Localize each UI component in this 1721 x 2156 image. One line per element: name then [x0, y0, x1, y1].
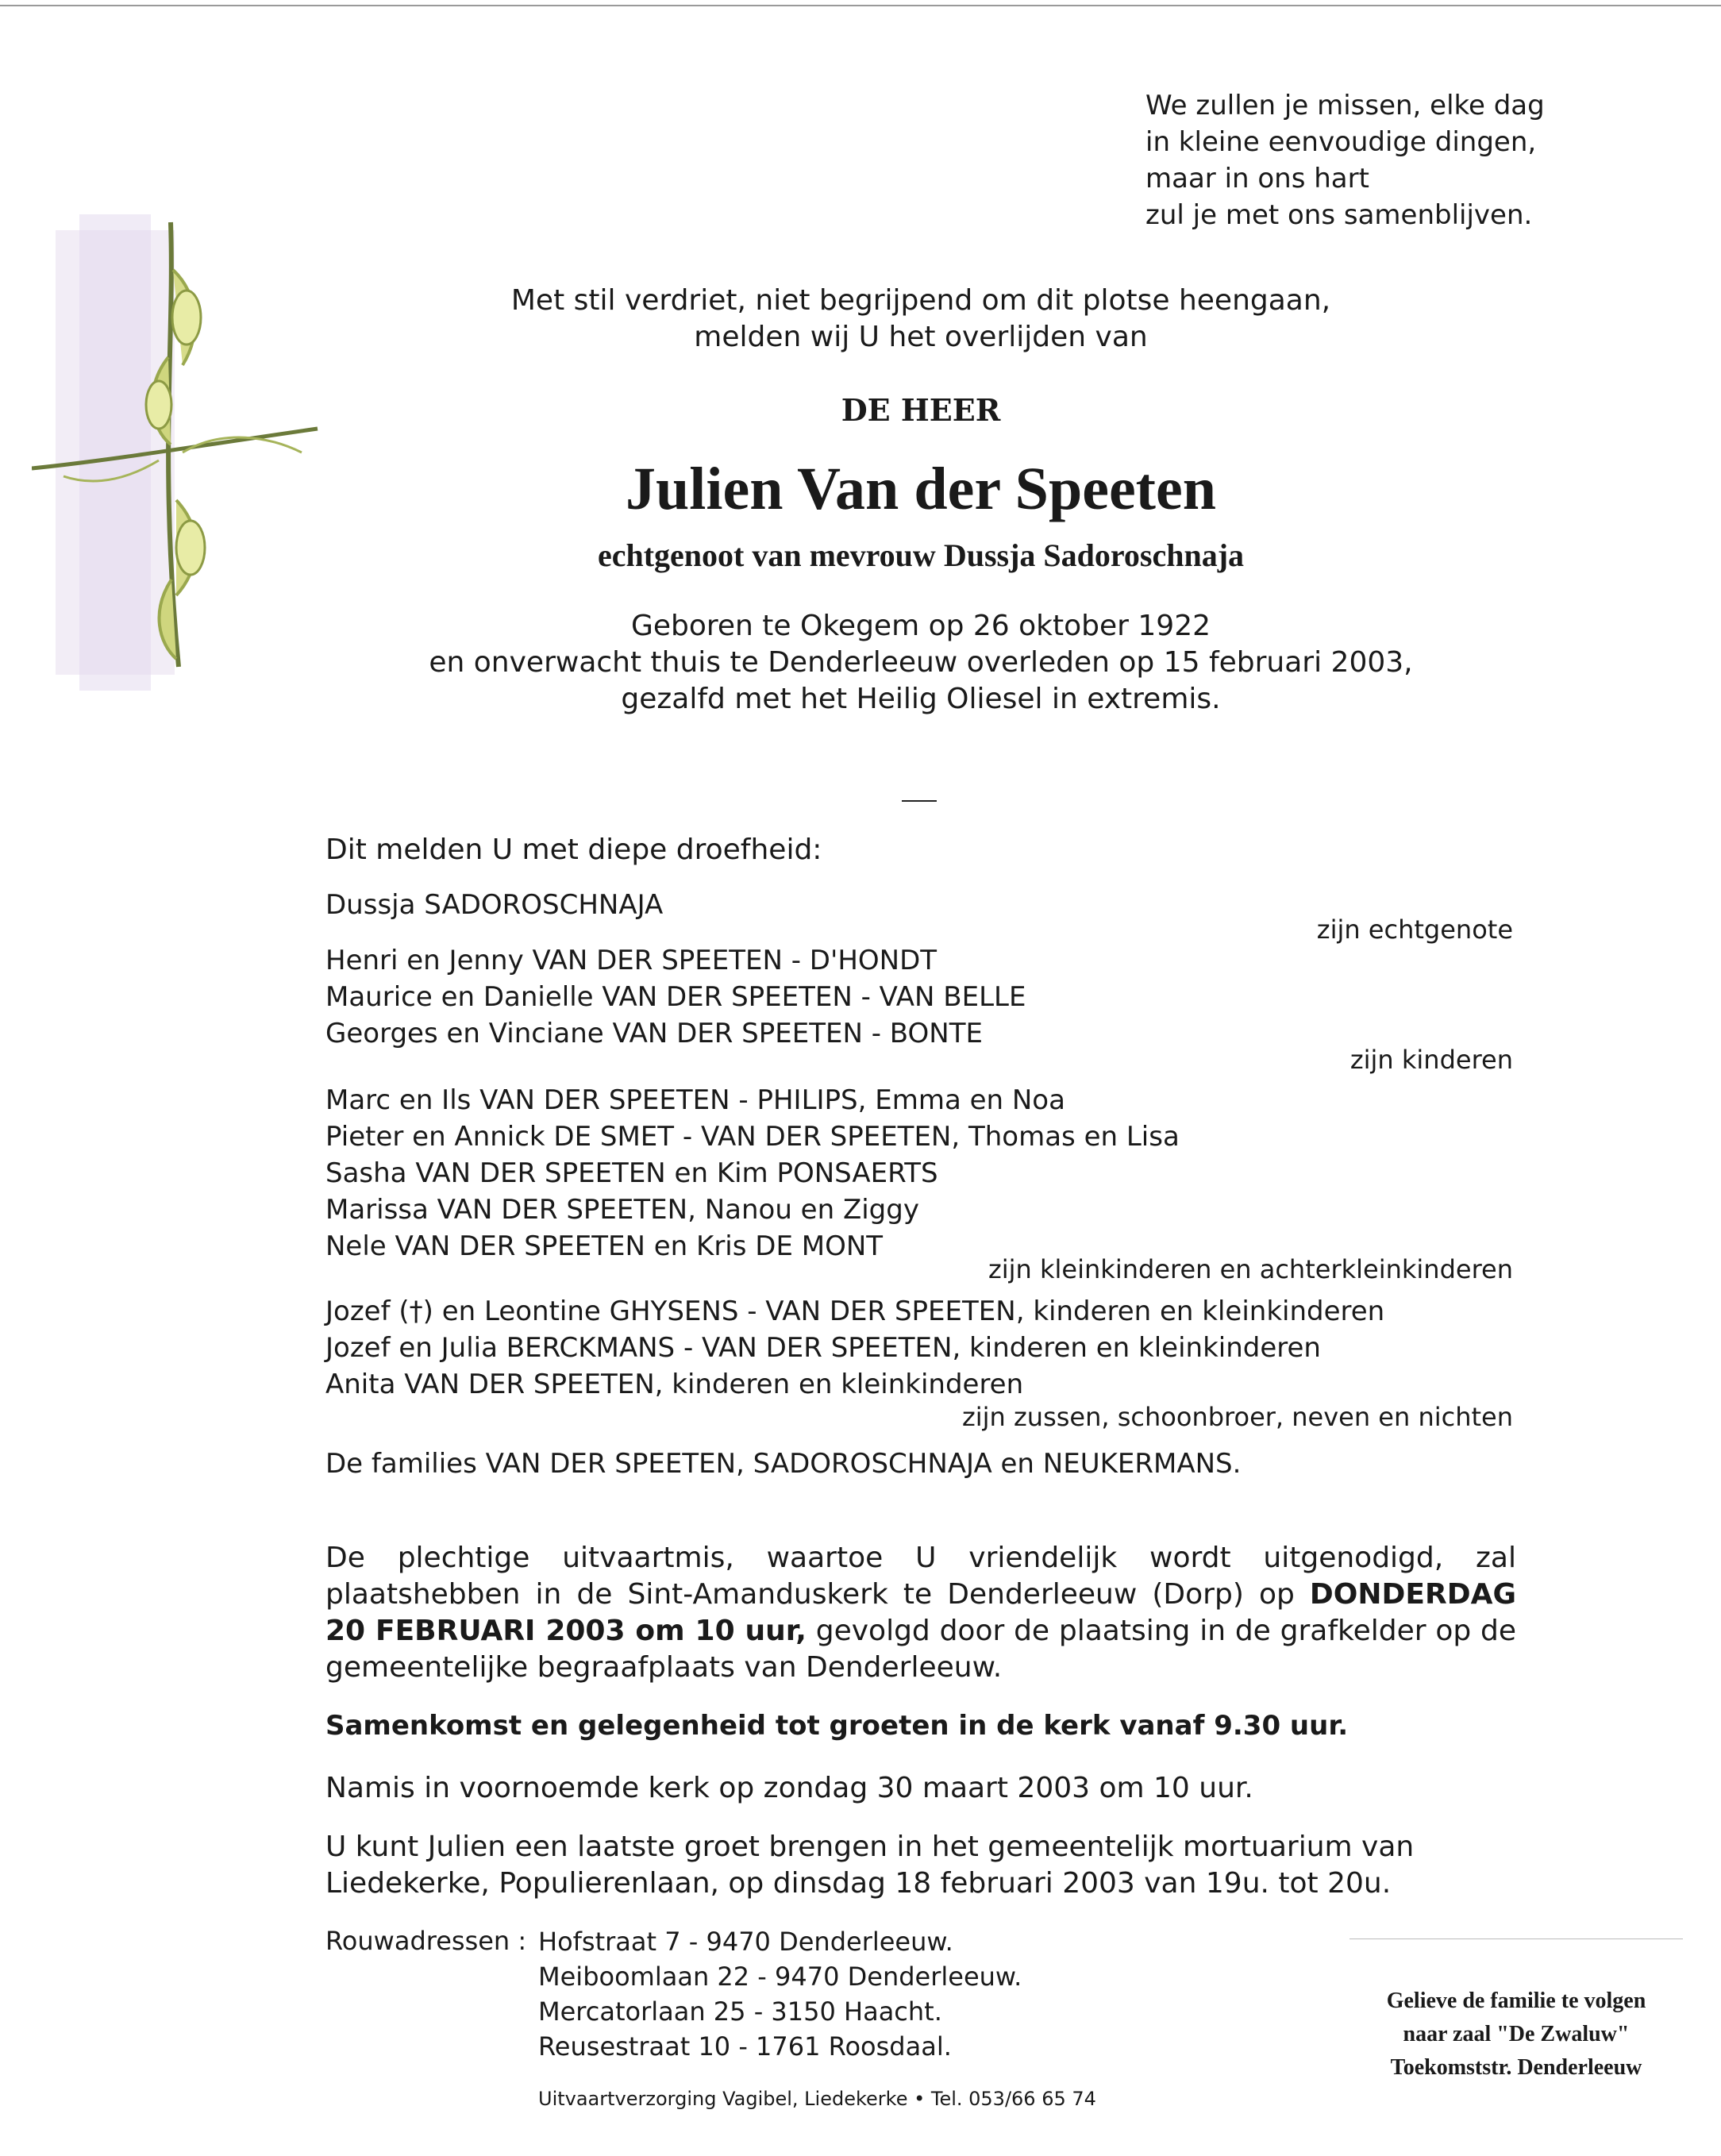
- poem-line: zul je met ons samenblijven.: [1145, 199, 1533, 231]
- announcement-line: Dit melden U met diepe droefheid:: [325, 834, 822, 866]
- address-line: Meiboomlaan 22 - 9470 Denderleeuw.: [538, 1962, 1022, 1992]
- label-line: Toekomststr. Denderleeuw: [1390, 2055, 1642, 2080]
- poem: [1145, 87, 1654, 233]
- family-grandchild: Sasha VAN DER SPEETEN en Kim PONSAERTS: [325, 1157, 938, 1189]
- family-spouse: Dussja SADOROSCHNAJA: [325, 889, 664, 921]
- spouse-line: echtgenoot van mevrouw Dussja Sadoroschnaja: [597, 537, 1245, 573]
- families-line: De families VAN DER SPEETEN, SADOROSCHNAJA en NEUKERMANS.: [325, 1448, 1242, 1480]
- family-sibling: Jozef en Julia BERCKMANS - VAN DER SPEETEN, kinderen en kleinkinderen: [325, 1332, 1321, 1364]
- poem-line: maar in ons hart: [1145, 163, 1369, 194]
- birth-death-text: [365, 608, 1477, 718]
- memorial-mass-notice: Namis in voornoemde kerk op zondag 30 maart 2003 om 10 uur.: [325, 1772, 1253, 1804]
- family-sibling: Anita VAN DER SPEETEN, kinderen en kleinkinderen: [325, 1369, 1024, 1400]
- address-line: Hofstraat 7 - 9470 Denderleeuw.: [538, 1927, 953, 1957]
- family-child: Georges en Vinciane VAN DER SPEETEN - BONTE: [325, 1018, 983, 1049]
- honorific-title: DE HEER: [841, 392, 1001, 428]
- address-line: Reusestraat 10 - 1761 Roosdaal.: [538, 2031, 952, 2062]
- relation-children: zijn kinderen: [1349, 1045, 1513, 1075]
- family-grandchild: Nele VAN DER SPEETEN en Kris DE MONT: [325, 1230, 884, 1262]
- mourning-addresses: [538, 1924, 1022, 2064]
- service-text-part: De plechtige uitvaartmis, waartoe U vriendelijk wordt uitgenodigd, zal plaatshebben in de Sint-Amanduskerk te Denderleeuw (Dorp) op: [325, 1542, 1516, 1611]
- intro-text: [445, 283, 1397, 356]
- birth-line: gezalfd met het Heilig Oliesel in extremis.: [621, 683, 1221, 715]
- family-grandchild: Marissa VAN DER SPEETEN, Nanou en Ziggy: [325, 1194, 919, 1226]
- address-line: Mercatorlaan 25 - 3150 Haacht.: [538, 1996, 942, 2027]
- service-date-bold: DONDERDAG 20 FEBRUARI 2003 om 10 uur,: [325, 1578, 1516, 1647]
- relation-spouse: zijn echtgenote: [1316, 914, 1513, 945]
- intro-line: melden wij U het overlijden van: [694, 321, 1148, 353]
- family-child: Maurice en Danielle VAN DER SPEETEN - VAN BELLE: [325, 981, 1026, 1013]
- mortuary-notice: U kunt Julien een laatste groet brengen in het gemeentelijk mortuarium van Liedekerke, Populierenlaan, op dinsdag 18 februari 2003 van 19u. tot 20u.: [325, 1831, 1415, 1900]
- service-text-part: gevolgd door de plaatsing in de grafkelder op de gemeentelijke begraafplaats van Denderleeuw.: [325, 1615, 1516, 1684]
- family-grandchild: Pieter en Annick DE SMET - VAN DER SPEETEN, Thomas en Lisa: [325, 1121, 1180, 1153]
- undertaker-footer: Uitvaartverzorging Vagibel, Liedekerke • Tel. 053/66 65 74: [538, 2088, 1096, 2110]
- poem-line: We zullen je missen, elke dag: [1145, 90, 1545, 121]
- birth-line: en onverwacht thuis te Denderleeuw overleden op 15 februari 2003,: [429, 646, 1413, 679]
- directions-label: [1349, 1985, 1683, 2085]
- addresses-label: Rouwadressen :: [325, 1926, 527, 1956]
- gathering-notice: Samenkomst en gelegenheid tot groeten in de kerk vanaf 9.30 uur.: [325, 1710, 1349, 1742]
- family-sibling: Jozef (†) en Leontine GHYSENS - VAN DER SPEETEN, kinderen en kleinkinderen: [325, 1296, 1385, 1327]
- section-divider: [902, 800, 937, 802]
- label-line: naar zaal "De Zwaluw": [1403, 2022, 1630, 2046]
- relation-grandchildren: zijn kleinkinderen en achterkleinkinderen: [988, 1254, 1513, 1284]
- label-line: Gelieve de familie te volgen: [1386, 1989, 1646, 2013]
- top-border-line: [0, 5, 1721, 6]
- relation-siblings: zijn zussen, schoonbroer, neven en nichten: [961, 1402, 1513, 1432]
- intro-line: Met stil verdriet, niet begrijpend om dit plotse heengaan,: [510, 284, 1331, 317]
- funeral-service-text: [325, 1540, 1516, 1686]
- family-child: Henri en Jenny VAN DER SPEETEN - D'HONDT: [325, 945, 938, 976]
- poem-line: in kleine eenvoudige dingen,: [1145, 126, 1537, 158]
- floral-cross-illustration: [32, 198, 333, 691]
- family-grandchild: Marc en Ils VAN DER SPEETEN - PHILIPS, Emma en Noa: [325, 1084, 1065, 1116]
- birth-line: Geboren te Okegem op 26 oktober 1922: [630, 610, 1211, 642]
- label-divider: [1349, 1938, 1683, 1939]
- deceased-name: Julien Van der Speeten: [626, 456, 1216, 522]
